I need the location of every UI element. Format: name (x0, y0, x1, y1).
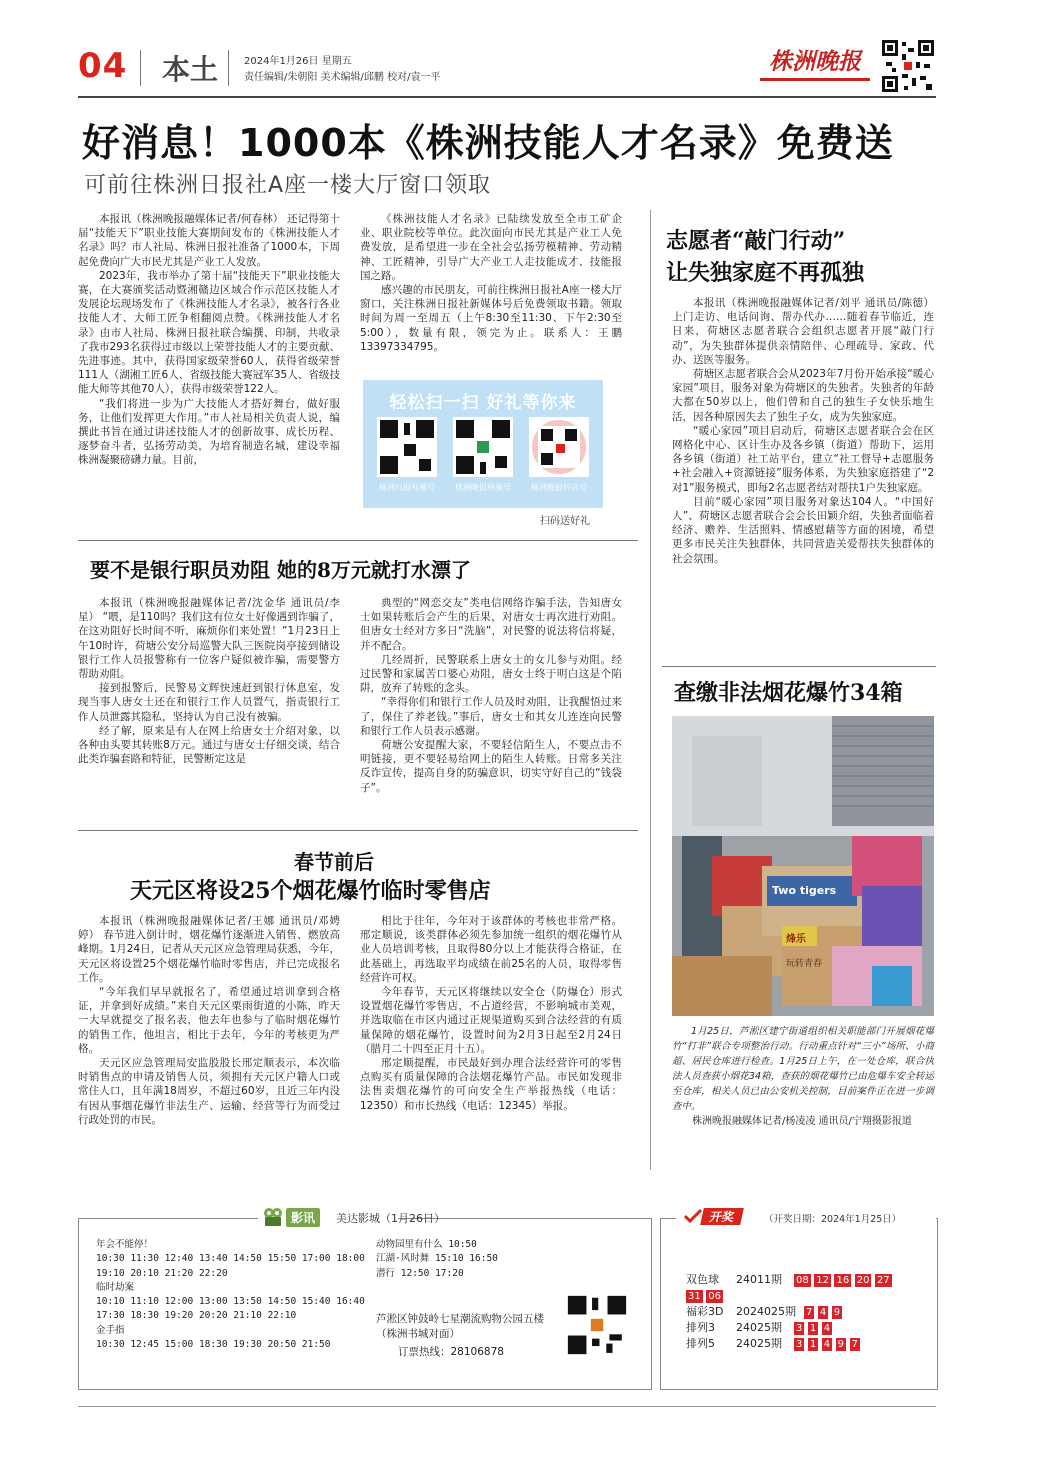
photo-box-label: 玩转青春 (786, 959, 823, 969)
cinema-listings-right (376, 1238, 526, 1281)
lottery-issue: 24025期 (736, 1321, 782, 1334)
fraud-paragraph: 典型的“网恋交友”类电信网络诈骗手法，告知唐女士如果转账后会产生的后果，对唐女士再次进行劝阻。但唐女士经对方多日“洗脑”，对民警的说法将信将疑，并不配合。 (360, 597, 622, 652)
lottery-issue: 24011期 (736, 1273, 782, 1286)
lottery-number: 4 (819, 1307, 827, 1318)
qr-code-icon[interactable] (880, 38, 936, 94)
fireworks-paragraph: “今年我们早早就报名了，希望通过培训拿到合格证，并拿到好成绩。”来自天元区栗雨街道的小陈，昨天一大早就提交了报名表，他去年也参与了临时烟花爆竹的销售工作，他坦言，相比于去年，今年的考核更为严格。 (78, 986, 340, 1055)
lottery-results (686, 1272, 926, 1352)
lottery-row-extra (686, 1288, 926, 1304)
film-title: 动物园里有什么 (376, 1239, 443, 1250)
film-title: 年会不能停！ (96, 1239, 154, 1250)
lottery-number: 20 (856, 1275, 870, 1286)
page-number: 04 (78, 46, 128, 86)
fireworks-paragraph: 今年春节，天元区将继续以安全仓（防爆仓）形式设置烟花爆竹零售店，不占道经营，不影响城市美观，并选取临在市区内通过正规渠道购买到合法经营的有质量保障的烟花爆竹，设置时间为2月3日起至2月24日（腊月二十四至正月十五）。 (360, 986, 622, 1055)
cinema-title: 美达影城（1月26日） (336, 1212, 445, 1225)
photo-caption (672, 1024, 934, 1129)
fireworks-column-1 (78, 914, 340, 1127)
lead-paragraph: 本报讯（株洲晚报融媒体记者/何春林） 还记得第十届“技能天下”职业技能大赛期间发布的《株洲技能人才名录》吗？市人社局、株洲日报社准备了1000本，下周起免费向广大市民尤其是产业工人发放。 (78, 213, 340, 268)
lottery-number: 31 (688, 1291, 701, 1302)
promo-label: 株洲日报视频号 (379, 483, 435, 492)
promo-label: 株洲晚报视频号 (455, 483, 511, 492)
lottery-game: 双色球 (686, 1273, 719, 1286)
lottery-number: 16 (836, 1275, 850, 1286)
footer-rule (78, 1406, 936, 1407)
fraud-headline: 要不是银行职员劝阻 她的8万元就打水漂了 (90, 558, 471, 582)
photo-credit: 株洲晚报融媒体记者/杨凌凌 通讯员/宁翔摄影报道 (692, 1116, 912, 1127)
fraud-paragraph: 几经周折，民警联系上唐女士的女儿参与劝阻。经过民警和家属苦口婆心劝阻，唐女士终于明白这是个陷阱，放弃了转账的念头。 (360, 653, 622, 695)
lottery-number: 08 (796, 1275, 809, 1286)
check-mark-icon (684, 1208, 702, 1224)
lottery-row (686, 1304, 926, 1320)
volunteer-paragraph: “暖心家园”项目启动后，荷塘区志愿者联合会在区网格化中心、区计生办及各乡镇（街道）帮助下，运用各乡镇（街道）社工站平台，建立“社工督导+志愿服务+社会融入+资源链接”服务体系，为失独家庭搭建了“2对1”服务模式，即每2名志愿者结对帮扶1户失独家庭。 (672, 424, 934, 494)
lottery-badge: 开奖 (700, 1208, 744, 1225)
lottery-number: 4 (823, 1339, 831, 1350)
lead-column-1 (78, 212, 340, 468)
film-title: 金手指 (96, 1324, 125, 1336)
fraud-paragraph: 接到报警后，民警易文辉快速赶到银行休息室，发现当事人唐女士还在和银行工作人员置气，指责银行工作人员泄露其隐私，坚持认为自己没有被骗。 (78, 682, 340, 723)
cinema-badge: 影讯 (286, 1208, 320, 1227)
lottery-number: 1 (809, 1339, 817, 1350)
volunteer-headline-2: 让失独家庭不再孤独 (666, 260, 865, 286)
film-title: 江湖·风时舞 (376, 1253, 430, 1265)
lottery-row (686, 1320, 926, 1336)
qr-code-icon[interactable] (453, 417, 513, 477)
lottery-number: 7 (806, 1307, 813, 1318)
lottery-issue: 2024025期 (736, 1305, 796, 1318)
lottery-issue: 24025期 (736, 1337, 782, 1350)
fireworks-paragraph: 邢定顺提醒，市民最好到办理合法经营许可的零售点购买有质量保障的合法烟花爆竹产品。市民如发现非法售卖烟花爆竹的可向安全生产举报热线（电话：12350）和市长热线（电话：12345）举报。 (360, 1057, 622, 1112)
section-name: 本土 (162, 53, 219, 86)
lottery-number: 7 (851, 1339, 858, 1350)
fireworks-paragraph: 天元区应急管理局安监股股长邢定顺表示，本次临时销售点的申请及销售人员，须拥有天元区户籍人口或常住人口，且年满18周岁，不超过60岁，且近三年内没有因从事烟花爆竹非法生产、运输、经营等行为而受过行政处罚的市民。 (78, 1057, 340, 1126)
news-photo (672, 716, 934, 1016)
lottery-number: 3 (796, 1323, 803, 1334)
lead-paragraph: 感兴趣的市民朋友，可前往株洲日报社A座一楼大厅窗口，关注株洲日报社新媒体号后免费领取书籍。领取时间为周一至周五（上午8:30至11:30、下午2:30至5:00），数量有限，领完为止。联系人：王鹏13397334795。 (360, 284, 622, 353)
promo-label: 株洲晚报抖音号 (531, 483, 587, 492)
header-rule (78, 96, 936, 98)
volunteer-headline-1: 志愿者“敲门行动” (666, 228, 846, 254)
seizure-headline: 查缴非法烟花爆竹34箱 (674, 680, 903, 706)
film-times: 12:50 17:20 (400, 1267, 464, 1279)
fraud-paragraph: 荷塘公安提醒大家，不要轻信陌生人，不要点击不明链接，更不要轻易给网上的陌生人转账。日常多关注反诈宣传，提高自身的防骗意识，切实守好自己的“钱袋子”。 (360, 739, 622, 794)
fraud-column-1 (78, 596, 340, 766)
photo-caption-text: 1月25日，芦淞区建宁街道组织相关职能部门开展烟花爆竹“打非”联合专项整治行动。行动重点针对“三小”场所、小商超、居民仓库进行检查。1月25日上午，在一处仓库，联合执法人员查获小烟花34箱，查获的烟花爆竹已由危爆车安全转运至仓库，相关人员已由公安机关控制，目前案件正在进一步调查中。 (672, 1026, 934, 1112)
volunteer-paragraph: 荷塘区志愿者联合会从2023年7月份开始承接“暖心家园”项目，服务对象为荷塘区的失独者。失独者的年龄大都在50岁以上，他们曾和自己的独生子女快乐地生活，因各种原因失去了独生子女，成为失独家庭。 (672, 368, 934, 423)
volunteer-paragraph: 目前“暖心家园”项目服务对象达104人。“中国好人”、荷塘区志愿者联合会会长田颖介绍，失独者面临着经济、赡养、生活照料、情感慰藉等方面的困境，希望更多市民关注失独群体，共同营造关爱帮扶失独群体的社会氛围。 (672, 495, 934, 565)
fireworks-headline-2: 天元区将设25个烟花爆竹临时零售店 (130, 878, 491, 904)
editor-credits: 责任编辑/朱朝阳 美术编辑/邱鹏 校对/袁一平 (244, 72, 441, 83)
photo-box-label: 烽乐 (786, 934, 806, 945)
fireworks-paragraph: 本报讯（株洲晚报融媒体记者/王娜 通讯员/邓娉婷） 春节进入倒计时，烟花爆竹逐渐进入销售、燃放高峰期。1月24日，记者从天元区应急管理局获悉，今年，天元区将设置25个烟花爆竹临时零售店，并已完成报名工作。 (78, 915, 340, 984)
promo-caption: 扫码送好礼 (540, 516, 590, 527)
film-times: 10:50 (448, 1239, 477, 1250)
film-times: 10:10 11:10 12:00 13:00 13:50 14:50 15:40 16:40 17:30 18:30 19:20 20:20 21:10 22:10 (96, 1296, 365, 1322)
section-divider (78, 540, 638, 541)
fraud-paragraph: 本报讯（株洲晚报融媒体记者/沈金华 通讯员/李星） “喂，是110吗？我们这有位女士好像遇到诈骗了，在这劝阻好长时间不听，麻烦你们来处置！”1月23日上午10时许，荷塘公安分局巡警大队三医院岗亭接到储设银行工作人员报警称有一位客户疑似被诈骗，需要警方帮助劝阻。 (78, 597, 340, 681)
fraud-column-2 (360, 596, 622, 795)
lottery-number: 1 (809, 1323, 817, 1334)
photo-box-label: Two tigers (772, 884, 837, 897)
lottery-number: 9 (833, 1307, 841, 1318)
lead-paragraph: “我们将进一步为广大技能人才搭好舞台，做好服务，让他们发挥更大作用。”市人社局相关负责人说，编撰此书旨在通过讲述技能人才的创新故事、成长历程、逐梦奋斗者，弘扬劳动美，为培育制造名城，建设幸福株洲凝聚磅礴力量。目前， (78, 397, 340, 467)
fireworks-photo-illustration (672, 716, 934, 1016)
section-divider (662, 666, 936, 667)
lottery-row (686, 1272, 926, 1288)
fraud-paragraph: 经了解，原来是有人在网上给唐女士介绍对象，以各种由头要其转账8万元。通过与唐女士仔细交谈，结合此类诈骗套路和特征，民警断定这是 (78, 724, 340, 766)
fireworks-paragraph: 相比于往年，今年对于该群体的考核也非常严格。邢定顺说，该类群体必须先参加统一组织的烟花爆竹从业人员培训考核，且取得80分以上才能获得合格证，在此基础上，再选取平均成绩在前25名的人员，取得零售经营许可权。 (360, 915, 622, 984)
promo-title: 轻松扫一扫 好礼等你来 (389, 393, 577, 413)
fireworks-column-2 (360, 914, 622, 1113)
lead-paragraph: 2023年，我市举办了第十届“技能天下”职业技能大赛，在大赛颁奖活动暨湘赣边区域合作示范区技能人才发展论坛现场发布了《株洲技能人才名录》，被各行各业技能人才、大师工匠争相翻阅点赞。《株洲技能人才名录》由市人社局、株洲日报社联合编撰、印制，共收录了我市293名获得过市级以上荣誉技能人才的主要贡献、先进事迹。其中，获得国家级荣誉60人，获得省级荣誉111人（湖湘工匠6人、省级技能大赛冠军35人、省级技能大师等其他70人），获得市级荣誉122人。 (78, 269, 340, 396)
lead-paragraph: 《株洲技能人才名录》已陆续发放至全市工矿企业、职业院校等单位。此次面向市民尤其是产业工人免费发放，是希望进一步在全社会弘扬劳模精神、劳动精神、工匠精神，引导广大产业工人走技能成才、技能报国之路。 (360, 213, 622, 282)
film-times: 10:30 12:45 15:00 18:30 19:30 20:50 21:50 (96, 1339, 331, 1351)
lottery-game: 福彩3D (686, 1305, 724, 1318)
lead-column-2 (360, 212, 622, 354)
lottery-number: 9 (837, 1339, 844, 1350)
cinema-phone: 订票热线：28106878 (398, 1346, 504, 1358)
qr-code-icon[interactable] (377, 417, 437, 477)
header-divider (228, 50, 229, 86)
newspaper-logo: 株洲晚报 (760, 46, 870, 81)
lottery-number: 3 (796, 1339, 803, 1350)
lead-subheadline: 可前往株洲日报社A座一楼大厅窗口领取 (84, 173, 492, 198)
volunteer-body (672, 296, 934, 566)
cinema-listings-left (96, 1238, 366, 1352)
issue-date: 2024年1月26日 星期五 (244, 56, 352, 67)
qr-code-icon[interactable] (566, 1294, 628, 1356)
lottery-number: 06 (708, 1291, 721, 1302)
film-title: 临时劫案 (96, 1281, 135, 1293)
lottery-number: 27 (876, 1275, 890, 1286)
fireworks-headline-1: 春节前后 (294, 850, 374, 874)
lead-headline: 好消息！1000本《株洲技能人才名录》免费送 (82, 121, 894, 165)
column-divider (650, 210, 651, 1170)
lottery-number: 12 (816, 1275, 829, 1286)
lottery-number: 4 (823, 1323, 831, 1334)
lottery-date: （开奖日期：2024年1月25日） (764, 1214, 902, 1225)
fraud-paragraph: “幸得你们和银行工作人员及时劝阻，让我醒悟过来了，保住了养老钱。”事后，唐女士和其女儿连连向民警和银行工作人员表示感谢。 (360, 696, 622, 737)
lottery-row (686, 1336, 926, 1352)
volunteer-paragraph: 本报讯（株洲晚报融媒体记者/刘平 通讯员/陈德） 上门走访、电话问询、帮办代办……随着春节临近，连日来，荷塘区志愿者联合会组织志愿者开展“敲门行动”，为失独群体提供亲情陪伴、心理疏导、家政、代办、送医等服务。 (672, 297, 934, 366)
film-times: 15:10 16:50 (434, 1253, 498, 1265)
header-divider (140, 50, 141, 86)
promo-banner[interactable] (363, 380, 603, 508)
lottery-game: 排列3 (686, 1321, 715, 1334)
qr-code-icon[interactable] (529, 417, 589, 477)
lottery-game: 排列5 (686, 1337, 715, 1350)
film-times: 10:30 11:30 12:40 13:40 14:50 15:50 17:00 18:00 19:10 20:10 21:20 22:20 (96, 1253, 365, 1279)
cinema-address: 芦淞区钟鼓岭七星潮流购物公园五楼（株洲书城对面） (376, 1313, 544, 1340)
section-divider (78, 830, 638, 831)
film-projector-icon (262, 1206, 284, 1228)
film-title: 潜行 (376, 1267, 396, 1279)
